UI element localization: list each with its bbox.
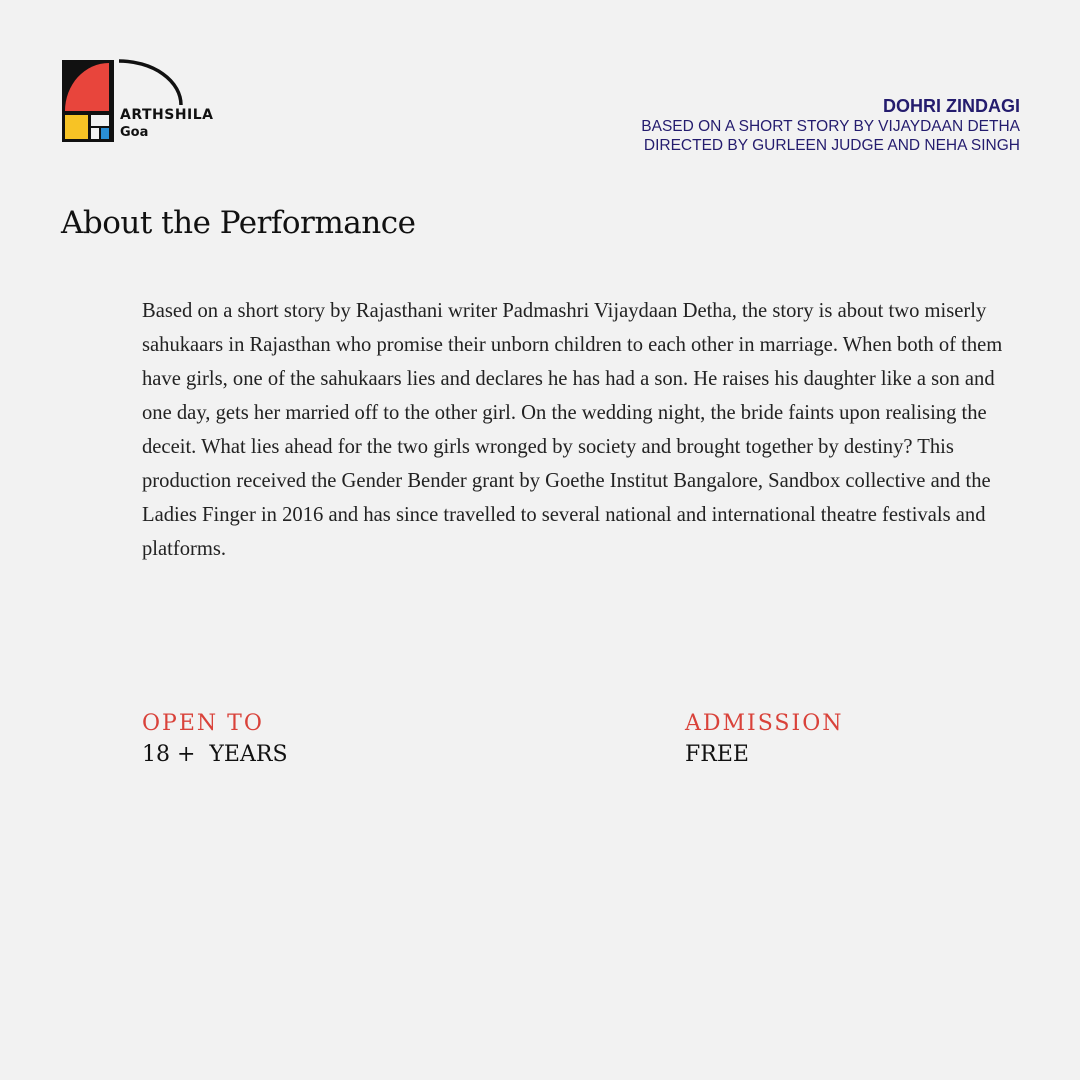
- logo-name: ARTHSHILA: [120, 107, 214, 123]
- admission-block: [685, 708, 843, 770]
- logo-city: Goa: [120, 125, 149, 140]
- arthshila-logo: [61, 59, 231, 143]
- show-based-on: BASED ON A SHORT STORY BY VIJAYDAAN DETHA: [641, 118, 1020, 135]
- admission-value: FREE: [685, 742, 749, 767]
- performance-description: Based on a short story by Rajasthani writer Padmashri Vijaydaan Detha, the story is about two miserly sahukaars in Rajasthan who promise their unborn children to each other in marriage. When both of them have girls, one of the sahukaars lies and declares he has had a son. He raises his daughter like a son and one day, gets her married off to the other girl. On the wedding night, the bride faints upon realising the deceit. What lies ahead for the two girls wronged by society and brought together by destiny? This production received the Gender Bender grant by Goethe Institut Bangalore, Sandbox collective and the Ladies Finger in 2016 and has since travelled to several national and international theatre festivals and platforms.: [142, 300, 1003, 560]
- show-title: DOHRI ZINDAGI: [883, 96, 1020, 116]
- open-to-block: [142, 708, 288, 770]
- open-to-value: 18 + YEARS: [142, 742, 288, 767]
- admission-label: ADMISSION: [685, 711, 844, 736]
- show-info: [641, 95, 1020, 155]
- open-to-label: OPEN TO: [142, 711, 264, 736]
- show-directed-by: DIRECTED BY GURLEEN JUDGE AND NEHA SINGH: [643, 137, 1020, 154]
- section-heading: About the Performance: [61, 205, 416, 241]
